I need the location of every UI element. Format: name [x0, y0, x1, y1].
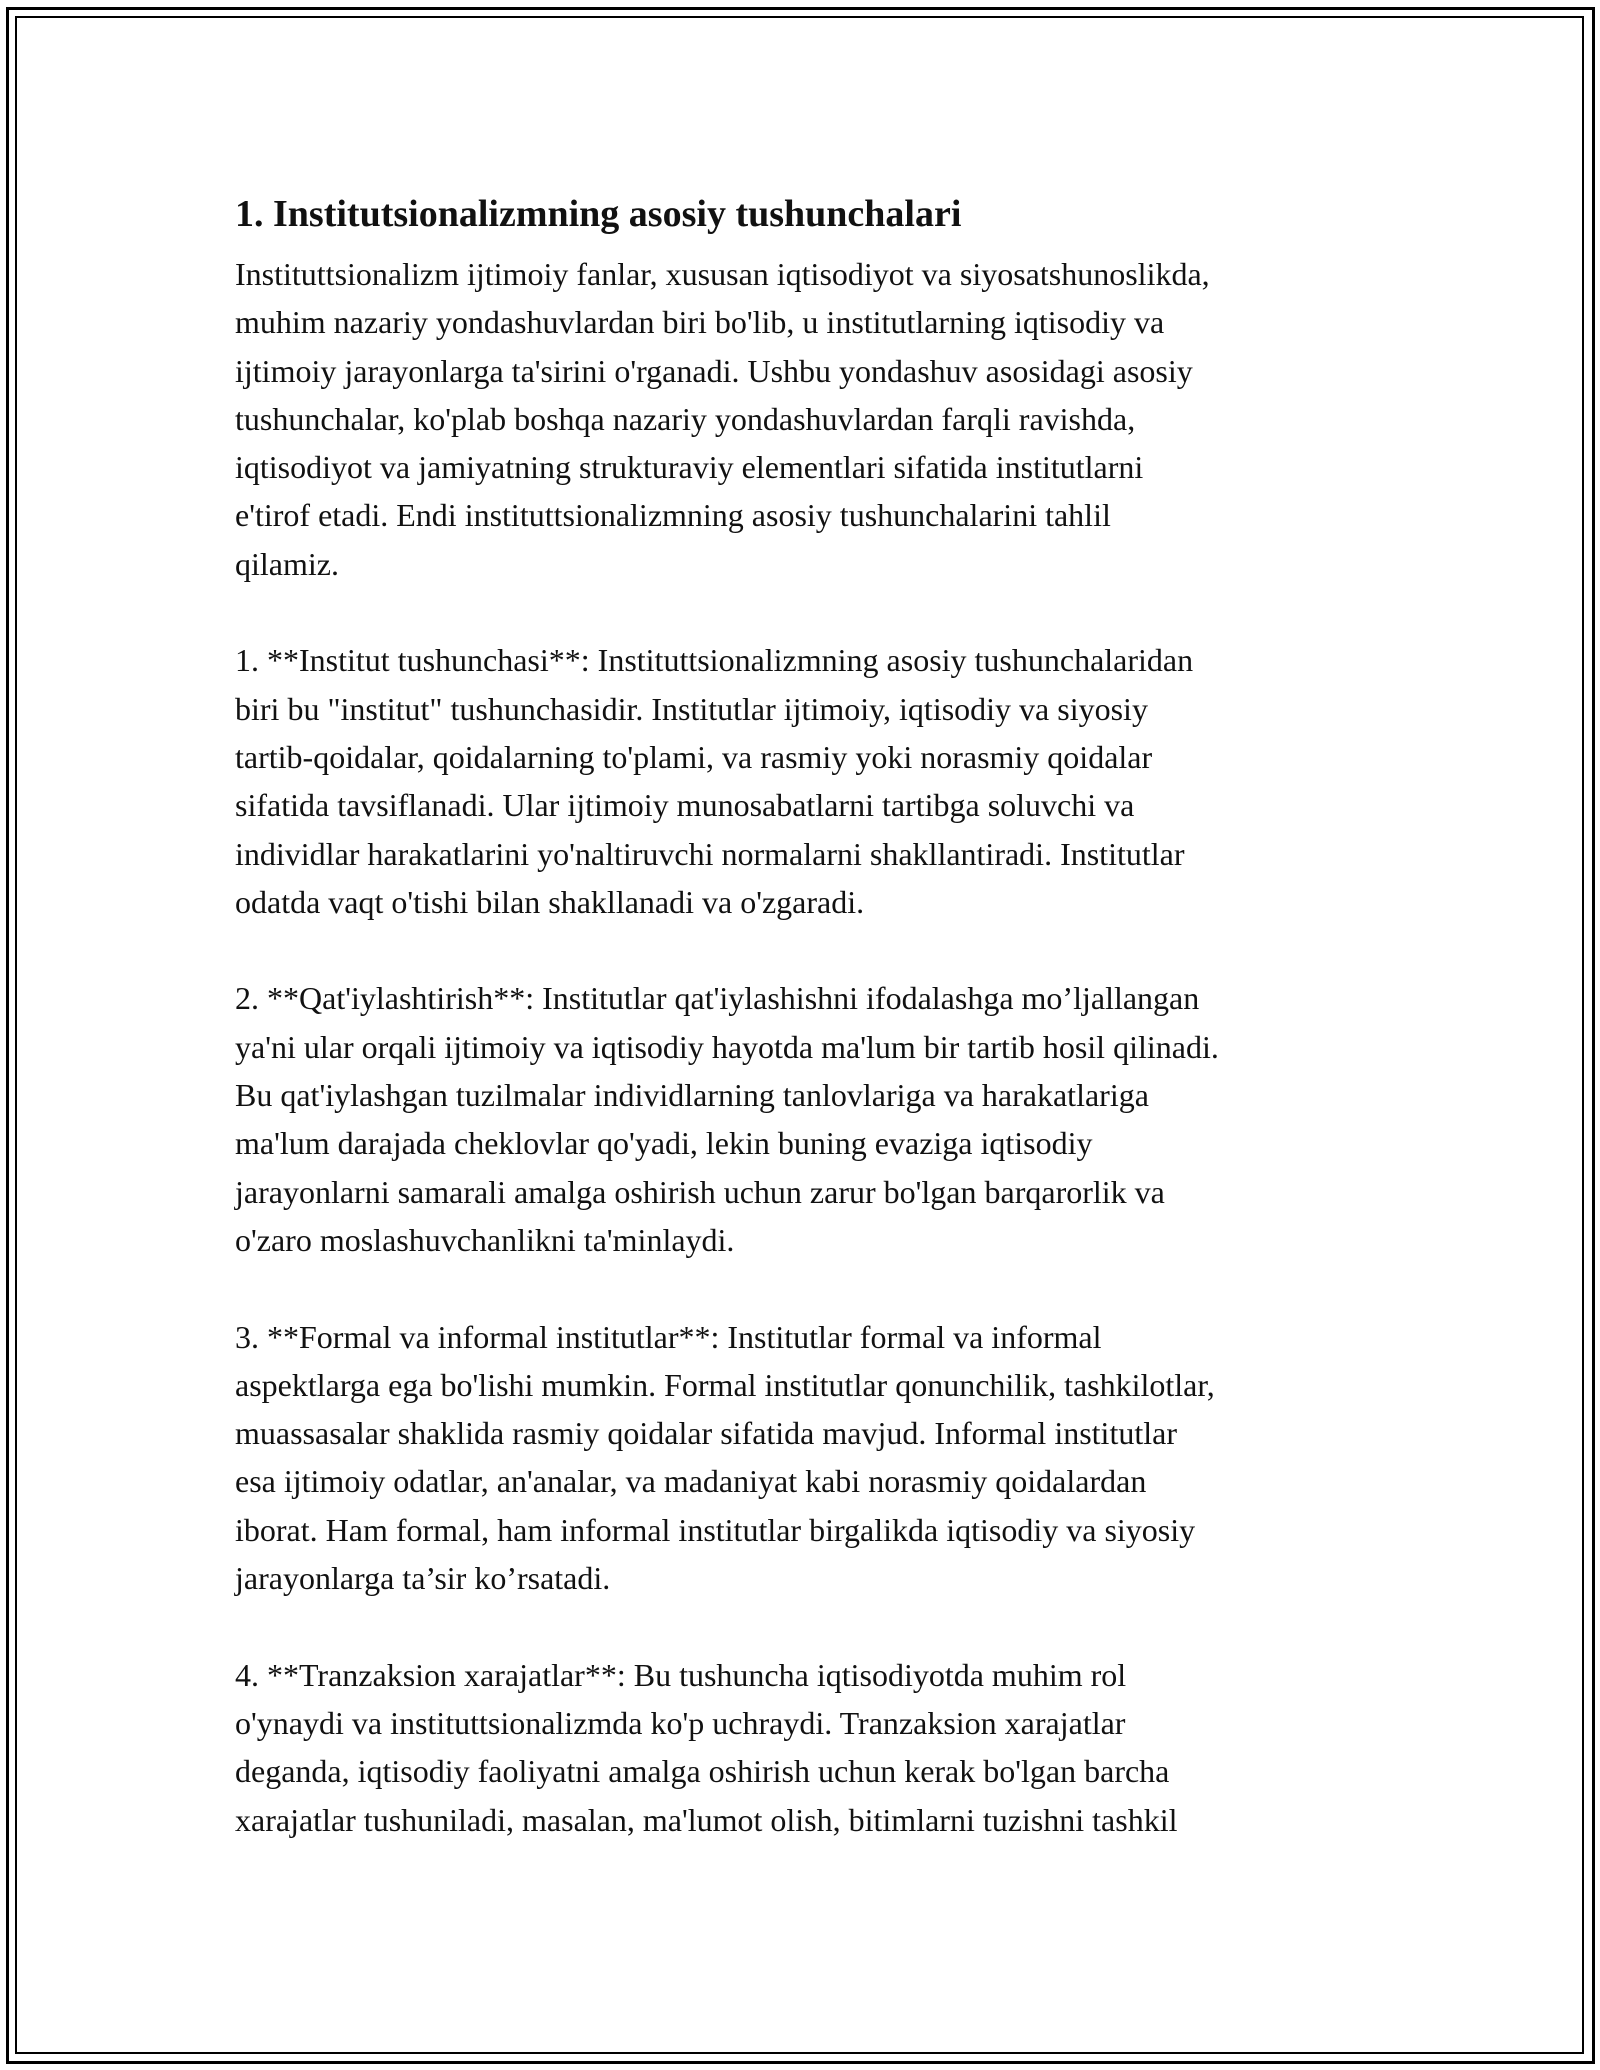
paragraph-qatiylashtirish: 2. **Qat'iylashtirish**: Institutlar qat'iylashishni ifodalashga mo’ljallangan ya'ni ular orqali ijtimoiy va iqtisodiy hayotda ma'lum bir tartib hosil qilinadi. Bu qat'iylashgan tuzilmalar individlarning tanlovlariga va harakatlariga ma'lum darajada cheklovlar qo'yadi, lekin buning evaziga iqtisodiy jarayonlarni samarali amalga oshirish uchun zarur bo'lgan barqarorlik va o'zaro moslashuvchanlikni ta'minlaydi.	[235, 980, 1219, 1258]
paragraph-formal-informal: 3. **Formal va informal institutlar**: Institutlar formal va informal aspektlarga ega bo'lishi mumkin. Formal institutlar qonunchilik, tashkilotlar, muassasalar shaklida rasmiy qoidalar sifatida mavjud. Informal institutlar esa ijtimoiy odatlar, an'analar, va madaniyat kabi norasmiy qoidalardan iborat. Ham formal, ham informal institutlar birgalikda iqtisodiy va siyosiy jarayonlarga ta’sir ko’rsatadi.	[235, 1318, 1215, 1597]
paragraph-tranzaksion-xarajatlar: 4. **Tranzaksion xarajatlar**: Bu tushuncha iqtisodiyotda muhim rol o'ynaydi va instituttsionalizmda ko'p uchraydi. Tranzaksion xarajatlar deganda, iqtisodiy faoliyatni amalga oshirish uchun kerak bo'lgan barcha xarajatlar tushuniladi, masalan, ma'lumot olish, bitimlarni tuzishni tashkil	[235, 1656, 1178, 1838]
intro-paragraph: Instituttsionalizm ijtimoiy fanlar, xususan iqtisodiyot va siyosatshunoslikda, muhim nazariy yondashuvlardan biri bo'lib, u institutlarning iqtisodiy va ijtimoiy jarayonlarga ta'sirini o'rganadi. Ushbu yondashuv asosidagi asosiy tushunchalar, ko'plab boshqa nazariy yondashuvlardan farqli ravishda, iqtisodiyot va jamiyatning strukturaviy elementlari sifatida institutlarni e'tirof etadi. Endi instituttsionalizmning asosiy tushunchalarini tahlil qilamiz.	[235, 256, 1210, 582]
document-body	[235, 188, 1385, 1844]
paragraph-institut-tushunchasi: 1. **Institut tushunchasi**: Instituttsionalizmning asosiy tushunchalaridan biri bu "institut" tushunchasidir. Institutlar ijtimoiy, iqtisodiy va siyosiy tartib-qoidalar, qoidalarning to'plami, va rasmiy yoki norasmiy qoidalar sifatida tavsiflanadi. Ular ijtimoiy munosabatlarni tartibga soluvchi va individlar harakatlarini yo'naltiruvchi normalarni shakllantiradi. Institutlar odatda vaqt o'tishi bilan shakllanadi va o'zgaradi.	[235, 642, 1194, 920]
section-heading: 1. Institutsionalizmning asosiy tushunchalari	[235, 193, 962, 235]
